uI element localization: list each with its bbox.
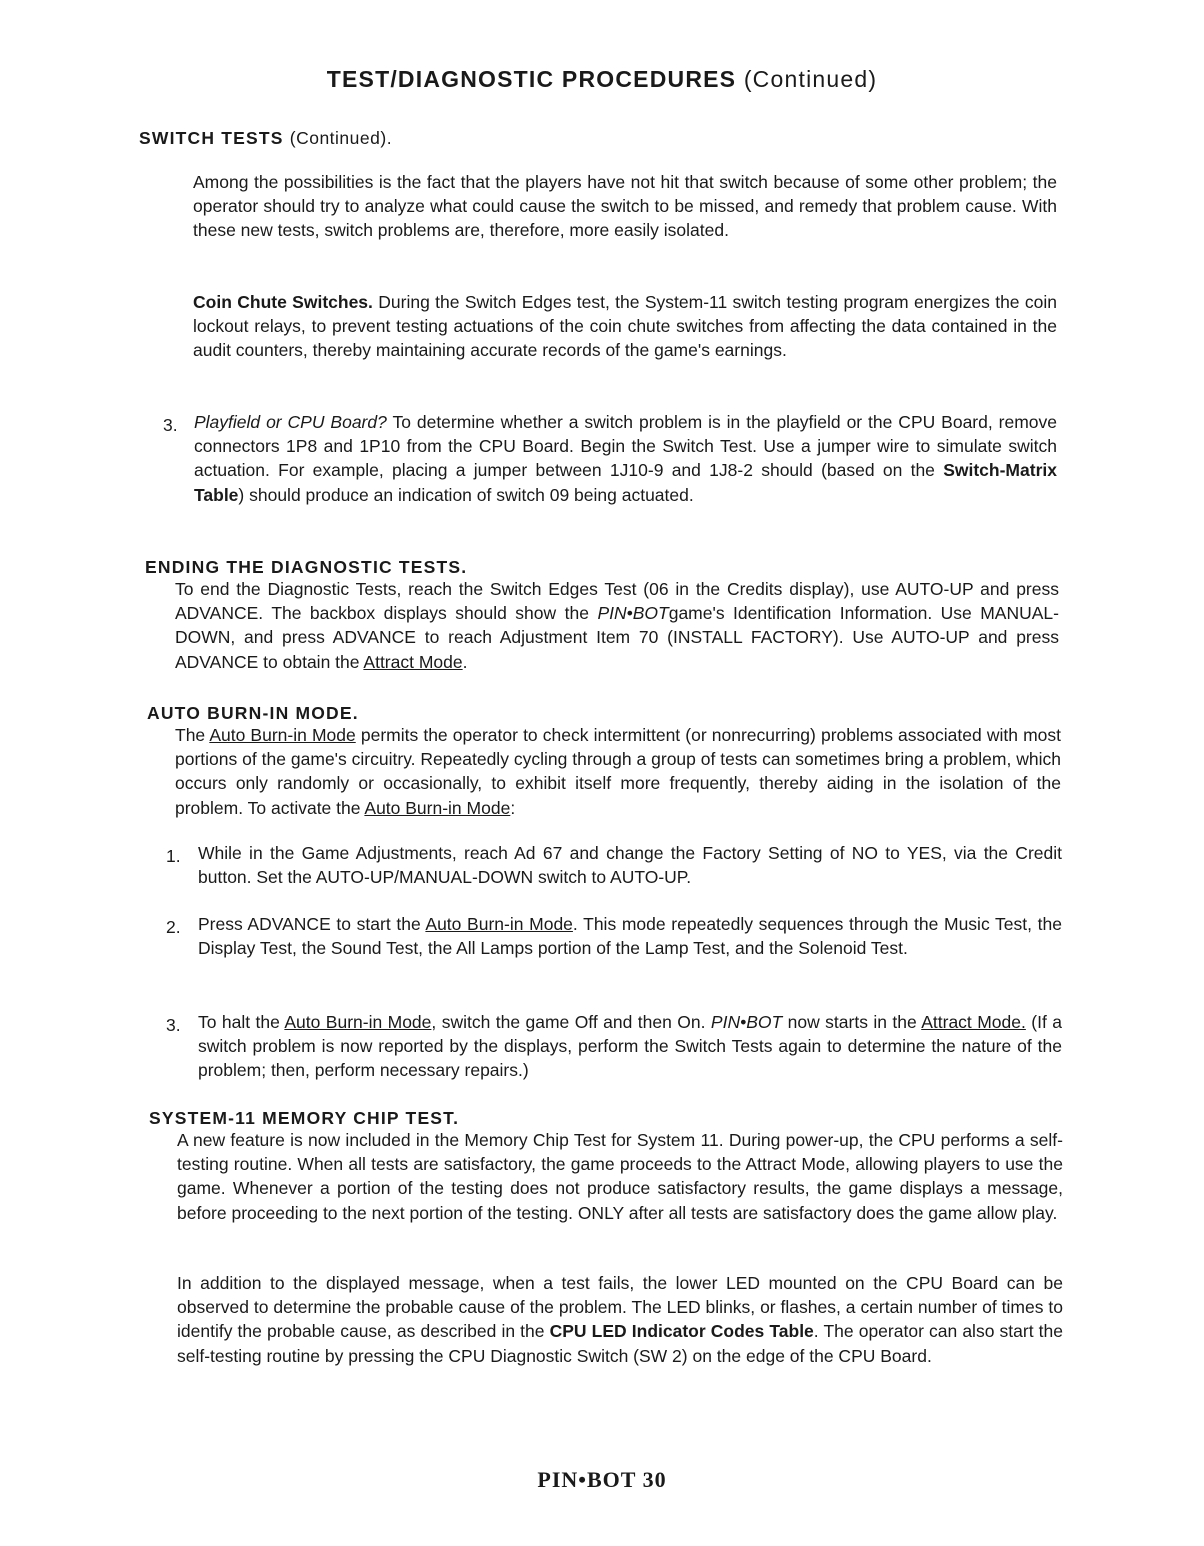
auto-burn-in-link: Auto Burn-in Mode	[364, 797, 511, 818]
coin-chute-paragraph: Coin Chute Switches. During the Switch Edges test, the System-11 switch testing program energizes the coin lockout relays, to prevent testing actuations of the coin chute switches from affecting the data contained in the audit counters, thereby maintaining accurate records of the game's earnings.	[193, 292, 1057, 361]
led-indicator-paragraph: In addition to the displayed message, when a test fails, the lower LED mounted on the CPU Board can be observed to determine the probable cause of the problem. The LED blinks, or flashes, a certain number of times to identify the probable cause, as described in the CPU LED Indicator Codes Table. The operator can also start the self-testing routine by pressing the CPU Diagnostic Switch (SW 2) on the edge of the CPU Board.	[177, 1273, 1064, 1366]
page-title	[0, 66, 1204, 93]
page-footer: PIN•BOT 30	[537, 1467, 667, 1492]
burn-in-step-3: To halt the Auto Burn-in Mode, switch the game Off and then On. PIN•BOT now starts in the Attract Mode. (If a switch problem is now reported by the displays, perform the Switch Tests again to determine the nature of the problem; then, perform necessary repairs.)	[198, 1012, 1063, 1081]
attract-mode-link: Attract Mode	[363, 651, 463, 672]
burn-in-paragraph: The Auto Burn-in Mode permits the operator to check intermittent (or nonrecurring) problems associated with most portions of the game's circuitry. Repeatedly cycling through a group of tests can sometimes bring a problem, which occurs only randomly or occasionally, to exhibit itself more frequently, thereby aiding in the isolation of the problem. To activate the Auto Burn-in Mode:	[175, 725, 1061, 818]
ending-heading: ENDING THE DIAGNOSTIC TESTS.	[145, 557, 468, 577]
playfield-or-cpu-paragraph: Playfield or CPU Board? To determine whether a switch problem is in the playfield or the CPU Board, remove connectors 1P8 and 1P10 from the CPU Board. Begin the Switch Test. Use a jumper wire to simulate switch actuation. For example, placing a jumper between 1J10-9 and 1J8-2 should (based on the Switch-Matrix Table) should produce an indication of switch 09 being actuated.	[194, 412, 1058, 505]
list-number: 1.	[166, 846, 181, 866]
coin-chute-label: Coin Chute Switches.	[193, 292, 373, 312]
auto-burn-in-link: Auto Burn-in Mode	[284, 1012, 432, 1032]
list-number: 2.	[166, 917, 181, 937]
list-number: 3.	[163, 415, 178, 435]
burn-in-step-1: While in the Game Adjustments, reach Ad 67 and change the Factory Setting of NO to YES, via the Credit button. Set the AUTO-UP/MANUAL-DOWN switch to AUTO-UP.	[198, 843, 1062, 888]
switch-tests-heading: SWITCH TESTS (Continued).	[139, 128, 393, 148]
cpu-led-table-ref: CPU LED Indicator Codes Table	[549, 1321, 814, 1342]
memory-test-heading: SYSTEM-11 MEMORY CHIP TEST.	[149, 1108, 460, 1128]
title-main: TEST/DIAGNOSTIC PROCEDURES	[326, 66, 737, 92]
switch-matrix-table-ref: Switch-Matrix Table	[194, 460, 1057, 505]
title-continued: (Continued)	[743, 66, 878, 92]
burn-in-step-2: Press ADVANCE to start the Auto Burn-in Mode. This mode repeatedly sequences through the Music Test, the Display Test, the Sound Test, the All Lamps portion of the Lamp Test, and the Solenoid Test.	[198, 914, 1062, 959]
attract-mode-link: Attract Mode.	[921, 1012, 1026, 1032]
ending-paragraph: To end the Diagnostic Tests, reach the Switch Edges Test (06 in the Credits display), use AUTO-UP and press ADVANCE. The backbox displays should show the PIN•BOTgame's Identification Information. Use MANUAL-DOWN, and press ADVANCE to reach Adjustment Item 70 (INSTALL FACTORY). Use AUTO-UP and press ADVANCE to obtain the Attract Mode.	[175, 579, 1059, 672]
memory-test-paragraph: A new feature is now included in the Memory Chip Test for System 11. During power-up, the CPU performs a self-testing routine. When all tests are satisfactory, the game proceeds to the Attract Mode, allowing players to use the game. Whenever a portion of the testing does not produce satisfactory results, the game displays a message, before proceeding to the next portion of the testing. ONLY after all tests are satisfactory does the game allow play.	[177, 1130, 1063, 1223]
switch-tests-paragraph: Among the possibilities is the fact that the players have not hit that switch because of some other problem; the operator should try to analyze what could cause the switch to be missed, and remedy that problem cause. With these new tests, switch problems are, therefore, more easily isolated.	[193, 172, 1057, 241]
burn-in-heading: AUTO BURN-IN MODE.	[147, 703, 359, 723]
auto-burn-in-link: Auto Burn-in Mode	[209, 725, 356, 745]
list-number: 3.	[166, 1015, 181, 1035]
auto-burn-in-link: Auto Burn-in Mode	[425, 914, 573, 934]
